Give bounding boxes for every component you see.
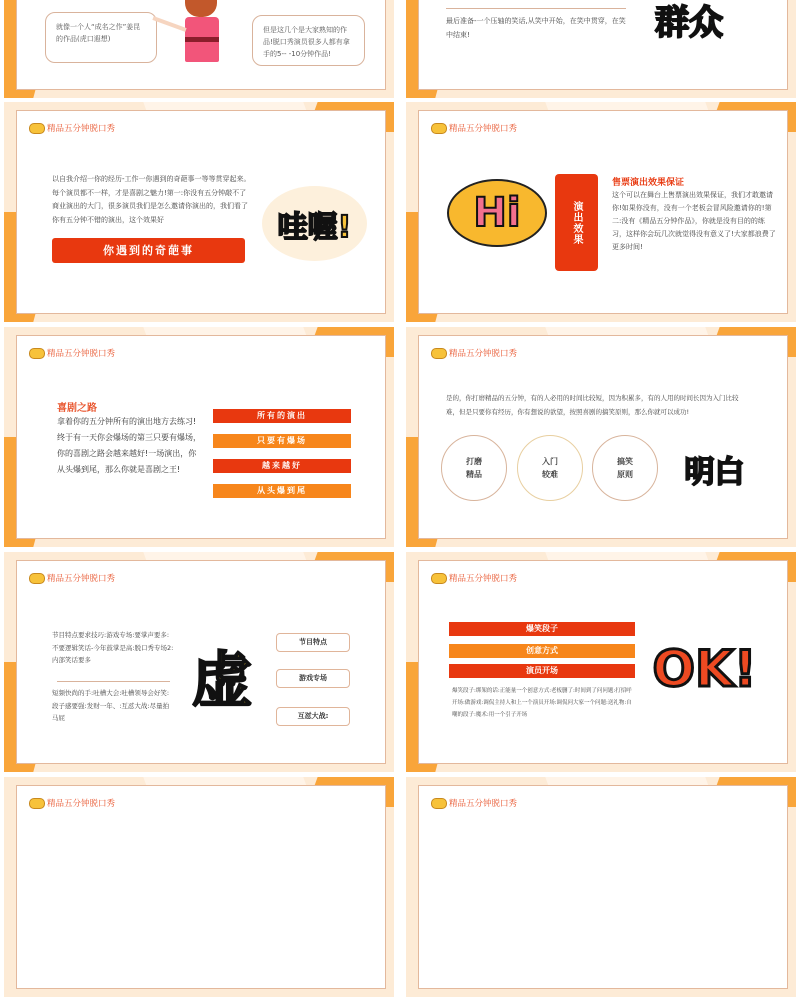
logo-icon xyxy=(431,573,447,584)
body-text: 拿着你的五分钟所有的演出地方去练习!终于有一天你会爆场的第三只要有爆场，你的喜剧之路会越来越好!一场演出，你从头爆到尾，那么你就是喜剧之王! xyxy=(57,417,201,474)
slide-thumbnail[interactable] xyxy=(406,327,796,547)
header-title: 精品五分钟脱口秀 xyxy=(449,349,518,359)
slide-header xyxy=(431,572,517,584)
slide-header xyxy=(29,572,115,584)
slide-header xyxy=(29,122,115,134)
understand-art: 明白 xyxy=(684,454,745,490)
slide-thumbnail[interactable] xyxy=(4,552,394,772)
section-title: 喜剧之路 xyxy=(57,403,97,414)
logo-icon xyxy=(29,123,45,134)
slide-header xyxy=(29,797,115,809)
label-bar: 创意方式 xyxy=(449,644,635,658)
topic-button[interactable]: 游戏专场 xyxy=(276,669,350,688)
slide-header xyxy=(431,797,517,809)
topic-circle: 打磨 精品 xyxy=(441,435,507,501)
woman-illustration xyxy=(167,0,227,62)
header-title: 精品五分钟脱口秀 xyxy=(449,124,518,134)
slide-thumbnail[interactable] xyxy=(406,102,796,322)
body-text: 爆笑段子:绑架的话:正能量一个创意方式:老板删了:时间到了问问题:打招呼开场:做游戏:调侃主持人和上一个演员开场:调侃问大家一个问题:送礼物:自嘲的段子:魔术:用一个引子开场 xyxy=(452,688,632,718)
vertical-label: 演出效果 xyxy=(555,174,598,271)
header-title: 精品五分钟脱口秀 xyxy=(47,574,116,584)
topic-circle: 入门 较难 xyxy=(517,435,583,501)
body-text: 最后准备-一个压轴的笑话,从笑中开始，在笑中贯穿，在笑中结束! xyxy=(446,17,626,39)
slide-thumbnail[interactable] xyxy=(4,777,394,997)
slide-thumbnail[interactable] xyxy=(406,552,796,772)
body-text: 是的，你打磨精品的五分钟，有的人必用的时间比较短，因为积累多，有的人用的时间长因为入门比较难，但是只要你有经历，你有想说的欲望，按照喜剧的搞笑原则，那么你就可以成功! xyxy=(446,394,739,416)
header-title: 精品五分钟脱口秀 xyxy=(47,349,116,359)
slide-header xyxy=(431,122,517,134)
ok-art: OK! xyxy=(652,639,757,698)
slide-thumbnail[interactable] xyxy=(406,0,796,98)
slide-thumbnail[interactable] xyxy=(4,327,394,547)
label-bar: 爆笑段子 xyxy=(449,622,635,636)
header-title: 精品五分钟脱口秀 xyxy=(449,574,518,584)
body-text: 这个可以在舞台上售票演出效果保证，我们才敢邀请你!如果你没有，没有一个老板会冒风险邀请你的!第二:没有《精品五分钟作品》，你就是没有目的的练习，这样你会玩几次就觉得没有意义了!大家都浪费了更多时间! xyxy=(612,191,776,251)
topic-button[interactable]: 互怼大战: xyxy=(276,707,350,726)
highlight-button: 你遇到的奇葩事 xyxy=(52,238,245,263)
label-bar: 所有的演出 xyxy=(213,409,351,423)
wow-art: 哇喔! xyxy=(277,209,352,245)
body-text: 节目特点要求技巧:游戏专场:要掌声要多:不要逻辑笑话-今年鼓掌是高:脱口秀专场2:内部笑话要多 xyxy=(52,631,174,664)
header-title: 精品五分钟脱口秀 xyxy=(47,799,116,809)
body-text: 短频快尚的手:吐槽大会:吐槽领导会好笑:段子感要强:发财一年、:互怼大战:尽量拍马屁 xyxy=(52,689,170,722)
text-box: 就像一个人“成名之作”姜昆的作品(虎口遐想) xyxy=(45,12,157,63)
logo-icon xyxy=(431,348,447,359)
logo-icon xyxy=(431,798,447,809)
slide-thumbnail[interactable] xyxy=(406,777,796,997)
topic-button[interactable]: 节目特点 xyxy=(276,633,350,652)
header-title: 精品五分钟脱口秀 xyxy=(449,799,518,809)
text-box: 但是这几个是大家熟知的作品!脱口秀演员很多人都有拿手的5-- -10分钟作品! xyxy=(252,15,365,66)
logo-icon xyxy=(29,798,45,809)
logo-icon xyxy=(29,348,45,359)
xu-art: 虚 xyxy=(192,645,252,716)
body-text: 以自我介绍一你的经历-工作一你遇到的奇葩事一等等贯穿起来。每个演员都不一样，才是喜剧之魅力!第一:你没有五分钟敲不了商业演出的大门，很多演员我们是怎么邀请你演出的，我们看了你有五分钟不错的演出，这个效果好 xyxy=(52,175,251,224)
divider xyxy=(446,8,626,9)
hi-art: Hi xyxy=(473,190,521,236)
logo-icon xyxy=(431,123,447,134)
section-title: 售票演出效果保证 xyxy=(612,178,685,188)
label-bar: 演员开场 xyxy=(449,664,635,678)
label-bar: 从头爆到尾 xyxy=(213,484,351,498)
logo-icon xyxy=(29,573,45,584)
slide-header xyxy=(431,347,517,359)
slide-thumbnail[interactable] xyxy=(4,102,394,322)
label-bar: 越来越好 xyxy=(213,459,351,473)
topic-circle: 搞笑 原则 xyxy=(592,435,658,501)
divider xyxy=(57,681,170,682)
crowd-art: 群众 xyxy=(655,3,723,43)
header-title: 精品五分钟脱口秀 xyxy=(47,124,116,134)
slide-header xyxy=(29,347,115,359)
label-bar: 只要有爆场 xyxy=(213,434,351,448)
slide-thumbnail[interactable] xyxy=(4,0,394,98)
